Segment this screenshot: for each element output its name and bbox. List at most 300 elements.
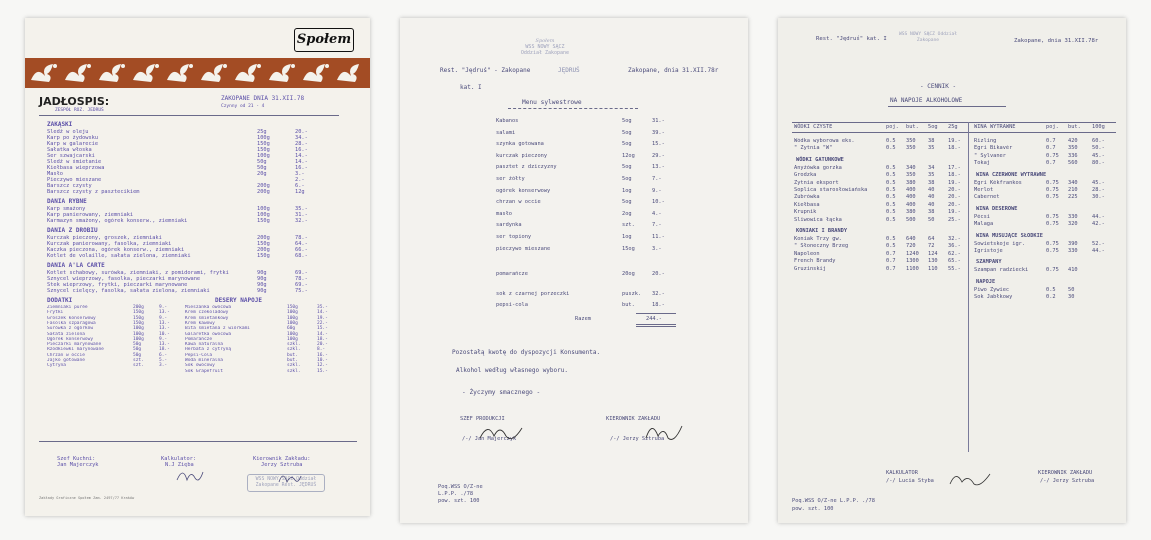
manager-role: KIEROWNIK ZAKŁADU [606,416,661,422]
price-row-value: 64 [928,236,935,242]
menu-item-portion: szt. [622,222,635,229]
price-row-value: 0.75 [1046,187,1059,193]
menu-opening-hours: Czynny od 21 - 4 [221,104,265,109]
menu-item-portion: 100g [257,153,270,159]
menu-item-name: Groszek konserwowy [47,315,96,321]
menu-item-portion: 150g [133,320,144,326]
price-row-value: 0.2 [1046,294,1056,301]
manager-name: /-/ Jerzy Sztruba [610,436,665,442]
menu-item-name: Pepsi-Cola [185,352,213,358]
menu-item-price: 10.- [317,358,328,363]
price-row-value: 45.- [1092,179,1105,186]
restaurant-header: Rest. "Jędruś" - Zakopane [440,67,531,74]
price-row-value: 38 [928,138,935,144]
budget-note: Pozostałą kwotę do dyspozycji Konsumenta. [452,349,601,356]
chef-role: Szef Kuchni: [57,456,96,462]
price-row-name: Sowietskoje igr. [974,240,1026,247]
menu-item-name: Masło [47,171,63,177]
menu-item-name: ogórek konserwowy [496,187,551,194]
menu-item-price: 18.- [317,336,328,342]
menu-item-portion: 5og [622,199,632,206]
category-label: kat. I [460,84,482,91]
menu-item-price: 14.- [317,331,328,337]
menu-item-name: pieczywo mieszane [496,245,551,252]
menu-item-portion: 200g [133,305,144,310]
menu-item-name: Kiełbasa wieprzowa [47,165,105,171]
price-row-value: 80.- [1092,160,1105,167]
menu-item-name: ser żółty [496,176,525,182]
menu-item-portion: 12og [622,152,635,159]
menu-item-name: Sok owocowy [185,363,215,369]
menu-item-price: 4.- [652,210,662,217]
price-row-name: Napoleon [794,250,820,257]
menu-item-name: sardynka [496,222,522,229]
menu-item-name: pomarańcze [496,271,528,278]
menu-item-portion: 5og [622,176,632,182]
price-row-name: Koniak Trzy gw. [794,236,842,242]
stamp-brand: Społem [535,38,555,44]
price-row-value: 0.7 [886,250,896,257]
menu-item-price: 15.- [652,141,665,148]
menu-item-portion: 100g [257,212,270,218]
org-branch: Oddział Zakopane [520,50,570,56]
price-row-value: 20.- [948,194,961,201]
price-row-value: 0.5 [886,172,896,179]
menu-item-price: 9.- [159,336,168,342]
group-heading: SZAMPANY [976,259,1002,266]
price-row-value: 0.5 [886,201,896,208]
menu-item-name: Kawa naturalna [185,342,223,348]
calculator-role: Kalkulator: [161,456,197,462]
menu-item-price: 20.- [652,271,665,278]
menu-item-price: 69.- [295,270,308,276]
menu-item-name: Karp panierowany, ziemniaki [47,212,134,218]
menu-item-portion: 20og [622,271,635,278]
price-row-value: 36.- [948,243,961,250]
price-row-value: 0.75 [1046,240,1059,247]
menu-item-price: 75.- [295,288,308,294]
signature-scribble [948,470,994,488]
menu-item-portion: 100g [133,326,144,332]
menu-item-name: Pieczarki marynowane [47,342,102,348]
group-heading: WINA DESEROWE [976,205,1018,212]
menu-item-name: Barszcz czysty z pasztecikiem [47,189,140,195]
menu-item-price: 31.- [652,118,665,124]
menu-item-portion: 90g [257,282,267,288]
price-row-value: 400 [906,194,916,201]
menu-item-price: 28.- [295,141,308,147]
restaurant-stamp: WSS NOWY SĄCZ Oddział Zakopane Rest. JĘDRUŚ [247,474,325,492]
price-row-value: 380 [906,209,916,216]
column-header: 100g [1092,124,1105,130]
menu-sheet-jadlospis [25,18,370,516]
alcohol-note: Alkohol według własnego wyboru. [456,367,568,374]
price-row-value: 0.7 [886,265,896,272]
menu-item-name: Ser szwajcarski [47,153,95,159]
menu-item-portion: 150g [287,305,298,310]
menu-item-name: Mieszanka owocowa [185,305,232,310]
price-row-value: 35 [928,145,935,152]
price-row-value: 55.- [948,265,961,272]
menu-item-portion: 150g [257,147,270,153]
price-row-value: 110 [928,265,938,272]
bon-appetit-wish: - Życzymy smacznego - [462,389,541,396]
price-row-value: 32.- [948,236,961,242]
menu-item-name: Karp smażony [47,206,86,212]
menu-item-name: Kotlet de volaille, sałata zielona, ziemniaki [47,253,191,259]
menu-item-price: 16.- [295,165,308,171]
menu-item-portion: 200g [257,189,270,195]
column-header: poj. [886,124,899,130]
menu-item-portion: 5og [622,164,632,171]
price-row-value: 0.5 [1046,286,1056,293]
price-row-value: 0.5 [886,194,896,201]
menu-item-price: 5.- [159,358,168,363]
menu-item-name: sok z czarnej porzeczki [496,290,570,297]
price-row-value: 30 [1068,294,1075,301]
column-header: but. [1068,124,1081,130]
manager-name: Jerzy Sztruba [261,462,303,468]
price-row-value: 0.5 [886,236,896,242]
price-row-value: 336 [1068,152,1078,159]
approval-line-3: pow. szt. 100 [438,498,480,504]
menu-item-price: 31.- [295,212,308,218]
price-row-value: 350 [1068,145,1078,152]
menu-item-price: 32.- [652,290,665,297]
price-row-value: 0.75 [1046,267,1059,274]
menu-item-name: Ogórek konserwowy [47,336,94,342]
price-list-date: Zakopane, dnia 31.XII.78r [1014,38,1099,44]
manager-role: KIEROWNIK ZAKŁADU [1038,470,1093,476]
menu-item-name: Kaczka pieczona, ogórek konserw., ziemniaki [47,247,185,253]
menu-item-name: chrzan w occie [496,199,541,206]
price-row-value: 18.- [948,145,961,152]
menu-item-name: szynka gotowana [496,141,544,148]
org-name: WSS NOWY SĄCZ [525,44,565,50]
price-row-value: 52.- [1092,240,1105,247]
printer-imprint: Zakłady Graficzne Społem Zam. 2497/77 Kraków [39,496,135,500]
menu-item-portion: 100g [287,331,298,337]
menu-item-portion: 150g [257,241,270,247]
menu-item-portion: 100g [133,336,144,342]
total-label: Razem [575,316,591,322]
menu-item-portion: 50g [257,165,267,171]
menu-item-portion: szkl. [287,342,301,348]
price-row-value: 410 [1068,267,1078,274]
price-row-name: Merlot [974,187,994,193]
signature-scribble [175,466,205,486]
price-row-name: Malaga [974,221,994,228]
price-row-value: 50 [1068,286,1075,293]
menu-item-name: Krem kawowy [185,320,215,326]
price-row-name: Anyżówka gorzka [794,164,842,171]
price-row-value: 1300 [906,258,919,265]
price-row-name: Grodzka [794,172,817,179]
price-row-name: Szampan radziecki [974,267,1029,274]
menu-item-name: salami [496,129,516,136]
menu-item-price: 13.- [159,326,170,332]
menu-item-portion: 15og [622,245,635,252]
price-row-value: 34 [928,164,935,171]
section-heading: DANIA Z DROBIU [47,227,98,234]
menu-item-name: Śledź w śmietanie [47,159,102,165]
price-row-value: 0.5 [886,209,896,216]
menu-item-portion: but. [287,358,298,363]
menu-item-price: 3.- [295,171,305,177]
price-row-value: 65.- [948,258,961,265]
menu-item-price: 2.- [295,177,305,183]
price-row-name: Śliwowica łącka [794,216,842,223]
menu-item-price: 22.- [317,320,328,326]
folk-pattern-band [25,58,370,88]
price-row-value: 340 [906,164,916,171]
price-row-name: Żubrówka [794,194,820,201]
menu-item-name: Woda mineralna [185,358,223,363]
menu-item-price: 8.- [317,347,326,353]
menu-item-price: 18.- [652,302,665,309]
menu-item-name: Pieczywo mieszane [47,177,102,183]
menu-item-name: Barszcz czysty [47,183,92,189]
menu-item-price: 19.- [317,315,328,321]
menu-item-name: Krem czekoladowy [185,310,229,316]
menu-item-name: Herbata z cytryną [185,347,232,353]
menu-item-portion: 50g [133,352,142,358]
column-header: 5og [928,124,938,130]
menu-item-price: 14.- [295,159,308,165]
price-row-name: French Brandy [794,258,836,265]
price-row-value: 0.75 [1046,194,1059,201]
restaurant-stamp: JĘDRUŚ [558,67,580,74]
menu-item-price: 20.- [317,342,328,348]
price-row-value: 350 [906,145,916,152]
price-row-value: 330 [1068,248,1078,254]
total-value: 244.- [646,316,662,322]
menu-item-name: Cytryna [47,363,66,369]
column-header: but. [906,124,919,130]
price-row-value: 40 [928,201,935,208]
menu-item-portion: 150g [257,218,270,224]
menu-item-name: Ziemniaki purée [47,305,88,310]
price-row-value: 0.5 [886,216,896,223]
price-list-alcohol [778,18,1126,523]
menu-item-portion: 20g [257,171,267,177]
section-heading: DESERY NAPOJE [215,297,262,304]
menu-item-price: 13.- [159,310,170,316]
menu-item-portion: 5og [622,129,632,136]
menu-item-price: 10.- [652,199,665,206]
menu-item-portion: szkl. [287,363,301,369]
price-row-value: 60.- [1092,138,1105,144]
menu-item-name: Sok Grapefruit [185,368,223,374]
menu-item-portion: 100g [257,206,270,212]
group-heading: WINA CZERWONE WYTRAWNE [976,171,1047,178]
menu-item-price: 11.- [652,234,665,240]
price-row-value: 50.- [1092,145,1105,152]
price-row-value: 500 [906,216,916,223]
price-row-value: 38 [928,179,935,186]
price-row-value: 380 [906,179,916,186]
price-row-name: Żytnia eksport [794,179,839,186]
menu-item-price: 13.- [159,320,170,326]
menu-item-name: kurczak pieczony [496,152,548,159]
price-row-name: " Słoneczny Brzeg [794,243,849,250]
price-row-value: 0.7 [1046,160,1056,167]
price-row-value: 0.5 [886,187,896,193]
menu-item-name: Krem śmietankowy [185,315,229,321]
menu-item-portion: but. [287,352,298,358]
column-header: WÓDKI CZYSTE [794,124,833,130]
menu-item-price: 10.- [159,331,170,337]
menu-item-portion: 1og [622,187,632,194]
menu-item-portion: but. [622,302,635,309]
menu-item-name: Sałata zielona [47,331,85,337]
menu-item-name: Pomarańcze [185,336,213,342]
menu-item-name: Karmazyn smażony, ogórek konserw., ziemniaki [47,218,188,224]
menu-item-price: 35.- [317,305,328,310]
menu-item-price: 39.- [652,129,665,136]
calculator-name: N.J Zięba [165,462,194,468]
menu-item-name: Sznycel cielęcy, fasolka, sałata zielona, ziemniaki [47,288,210,294]
calculator-role: KALKULATOR [886,470,918,476]
menu-item-price: 6.- [159,352,168,358]
price-row-value: 390 [1068,240,1078,247]
price-row-value: 0.5 [886,243,896,250]
menu-item-price: 16.- [317,352,328,358]
price-row-value: 0.5 [886,179,896,186]
price-row-name: Piwo Żywiec [974,286,1010,293]
org-stamp [500,36,590,58]
menu-item-price: 6.- [295,183,305,189]
price-row-value: 20.- [948,187,961,193]
price-row-value: 40 [928,194,935,201]
menu-item-portion: 90g [257,288,267,294]
column-header: poj. [1046,124,1059,130]
price-row-value: 0.5 [886,138,896,144]
price-row-value: 62.- [948,250,961,257]
signature-scribble [644,420,684,442]
price-row-value: 330 [1068,213,1078,220]
menu-item-portion: 100g [287,315,298,321]
menu-item-name: Rzodkiewki marynowane [47,347,104,353]
menu-item-portion: 1og [622,234,632,240]
price-row-name: Rizling [974,138,997,144]
price-row-value: 72 [928,243,935,250]
menu-item-name: Sznycel wieprzowy, fasolka, pieczarki marynowane [47,276,201,282]
menu-item-name: Sałatka włoska [47,147,92,153]
price-row-value: 0.7 [1046,138,1056,144]
price-row-value: 400 [906,201,916,208]
price-row-value: 124 [928,250,938,257]
menu-item-price: 9.- [652,187,662,194]
menu-date: Zakopane, dnia 31.XII.78r [628,67,719,74]
price-row-value: 350 [906,172,916,179]
menu-item-name: Kotlet schabowy, surówka, ziemniaki, z pomidorami, frytki [47,270,229,276]
price-row-value: 0.5 [886,145,896,152]
spolem-logo: Społem [294,28,354,52]
price-row-value: 225 [1068,194,1078,201]
menu-item-name: Kurczak pieczony, groszek, ziemniaki [47,235,162,241]
menu-item-portion: 150g [257,141,270,147]
menu-title: Menu sylwestrowe [522,99,582,106]
menu-date: ZAKOPANE DNIA 31.XII.78 [221,95,305,102]
calculator-name: /-/ Lucia Styba [886,478,934,484]
price-row-value: 40 [928,187,935,193]
price-row-value: 17.- [948,164,961,171]
menu-item-price: 16.- [295,147,308,153]
price-row-name: Soplica starosłowiańska [794,187,868,193]
price-row-value: 210 [1068,187,1078,193]
price-row-value: 350 [906,138,916,144]
menu-item-portion: szt. [133,363,144,369]
menu-item-name: Surówka z ogórków [47,326,94,332]
price-row-name: Pécsi [974,213,990,220]
price-row-value: 19.- [948,209,961,216]
menu-item-price: 78.- [295,235,308,241]
price-row-name: Krupnik [794,209,817,216]
menu-item-price: 68.- [295,253,308,259]
menu-item-portion: 100g [287,310,298,316]
menu-item-price: 9.- [159,305,168,310]
menu-sheet-sylwestrowe [400,18,748,523]
price-row-value: 720 [906,243,916,250]
price-row-value: 320 [1068,221,1078,228]
signature-scribble [277,470,303,486]
price-row-value: 1100 [906,265,919,272]
menu-item-price: 20.- [295,129,308,135]
group-heading: NAPOJE [976,278,996,285]
menu-item-price: 66.- [295,247,308,253]
price-row-value: 28.- [1092,187,1105,193]
price-row-value: 560 [1068,160,1078,167]
menu-item-portion: 200g [257,235,270,241]
org-stamp: WSS NOWY SĄCZ Oddział Zakopane [898,32,958,43]
price-row-value: 44.- [1092,248,1105,254]
menu-item-price: 9.- [159,315,168,321]
price-list-subtitle: NA NAPOJE ALKOHOLOWE [890,97,963,104]
menu-item-portion: 200g [257,247,270,253]
price-row-value: 130 [928,258,938,265]
menu-item-name: Chrzan w occie [47,352,85,358]
menu-item-portion: 5og [622,118,632,124]
menu-item-price: 32.- [295,218,308,224]
menu-item-portion: 150g [257,253,270,259]
menu-item-portion: 150g [133,310,144,316]
menu-subheader: ZESPÓŁ ROZ. JEDRUŚ [55,108,104,113]
menu-item-portion: puszk. [622,290,642,297]
price-row-value: 18.- [948,172,961,179]
price-row-value: 400 [906,187,916,193]
menu-item-price: 3.- [652,245,662,252]
menu-item-price: 13.- [652,164,665,171]
menu-item-price: 15.- [317,368,328,374]
menu-item-name: masło [496,210,512,217]
menu-item-portion: 60g [287,326,296,332]
menu-item-name: Karp po żydowsku [47,135,99,141]
price-row-value: 0.7 [886,258,896,265]
price-row-value: 0.75 [1046,213,1059,220]
price-row-value: 19.- [948,138,961,144]
menu-item-price: 18.- [159,347,170,353]
price-list-title: - CENNIK - [920,83,957,90]
menu-item-portion: 2og [622,210,632,217]
price-row-name: Gruzinskij [794,265,826,272]
price-row-value: 42.- [1092,221,1105,228]
menu-item-price: 29.- [652,152,665,159]
menu-item-price: 69.- [295,282,308,288]
price-row-value: 50 [928,216,935,223]
group-heading: WÓDKI GATUNKOWE [796,156,844,163]
menu-item-portion: 5og [622,141,632,148]
